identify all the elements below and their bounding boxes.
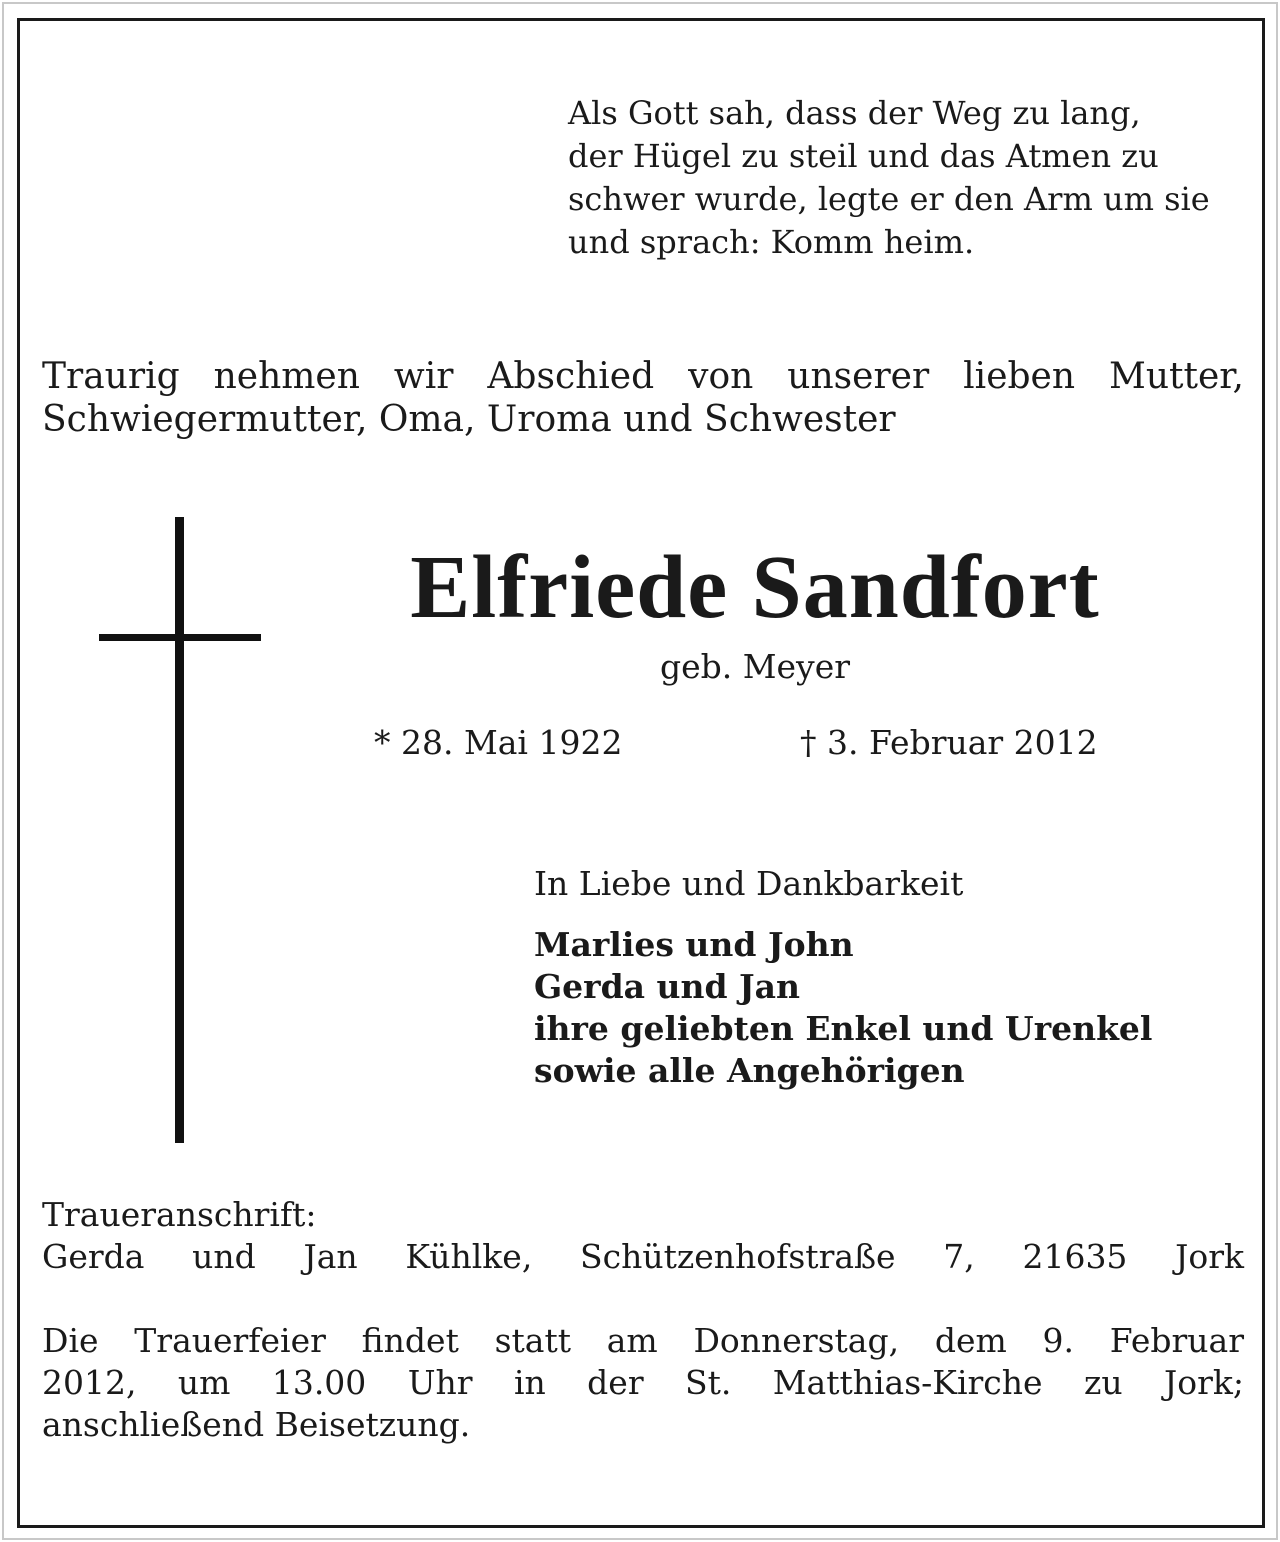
intro-line: Traurig nehmen wir Abschied von unserer lieben Mutter, (42, 356, 1244, 397)
cross-icon (99, 517, 261, 1143)
mourners-heading: In Liebe und Dankbarkeit (534, 864, 964, 903)
address-text: Gerda und Jan Kühlke, Schützenhofstraße 7, 21635 Jork (42, 1237, 1244, 1276)
poem-line: schwer wurde, legte er den Arm um sie (568, 180, 1210, 218)
maiden-name: geb. Meyer (659, 647, 851, 686)
address-label: Traueranschrift: (42, 1195, 317, 1234)
mourner-line: Marlies und John (534, 925, 854, 964)
service-line: anschließend Beisetzung. (42, 1405, 471, 1444)
funeral-service-info (42, 1320, 1244, 1446)
cross-horizontal-bar (99, 634, 261, 641)
service-line: Die Trauerfeier findet statt am Donnerstag, dem 9. Februar (42, 1321, 1244, 1360)
poem-verse (568, 92, 1258, 264)
mourner-line: ihre geliebten Enkel und Urenkel (534, 1009, 1153, 1048)
birth-date: * 28. Mai 1922 (374, 723, 623, 762)
mourner-line: Gerda und Jan (534, 967, 801, 1006)
service-line: 2012, um 13.00 Uhr in der St. Matthias-Kirche zu Jork; (42, 1363, 1244, 1402)
poem-line: der Hügel zu steil und das Atmen zu (568, 137, 1159, 175)
farewell-intro (42, 355, 1244, 441)
deceased-name: Elfriede Sandfort (410, 538, 1100, 637)
poem-line: und sprach: Komm heim. (568, 223, 975, 261)
cross-vertical-bar (175, 517, 184, 1143)
intro-line: Schwiegermutter, Oma, Uroma und Schwester (42, 399, 896, 440)
death-date: † 3. Februar 2012 (800, 723, 1098, 762)
mourner-line: sowie alle Angehörigen (534, 1051, 965, 1090)
poem-line: Als Gott sah, dass der Weg zu lang, (568, 94, 1141, 132)
mourners-list (534, 924, 1152, 1092)
mourning-address (42, 1194, 1244, 1278)
